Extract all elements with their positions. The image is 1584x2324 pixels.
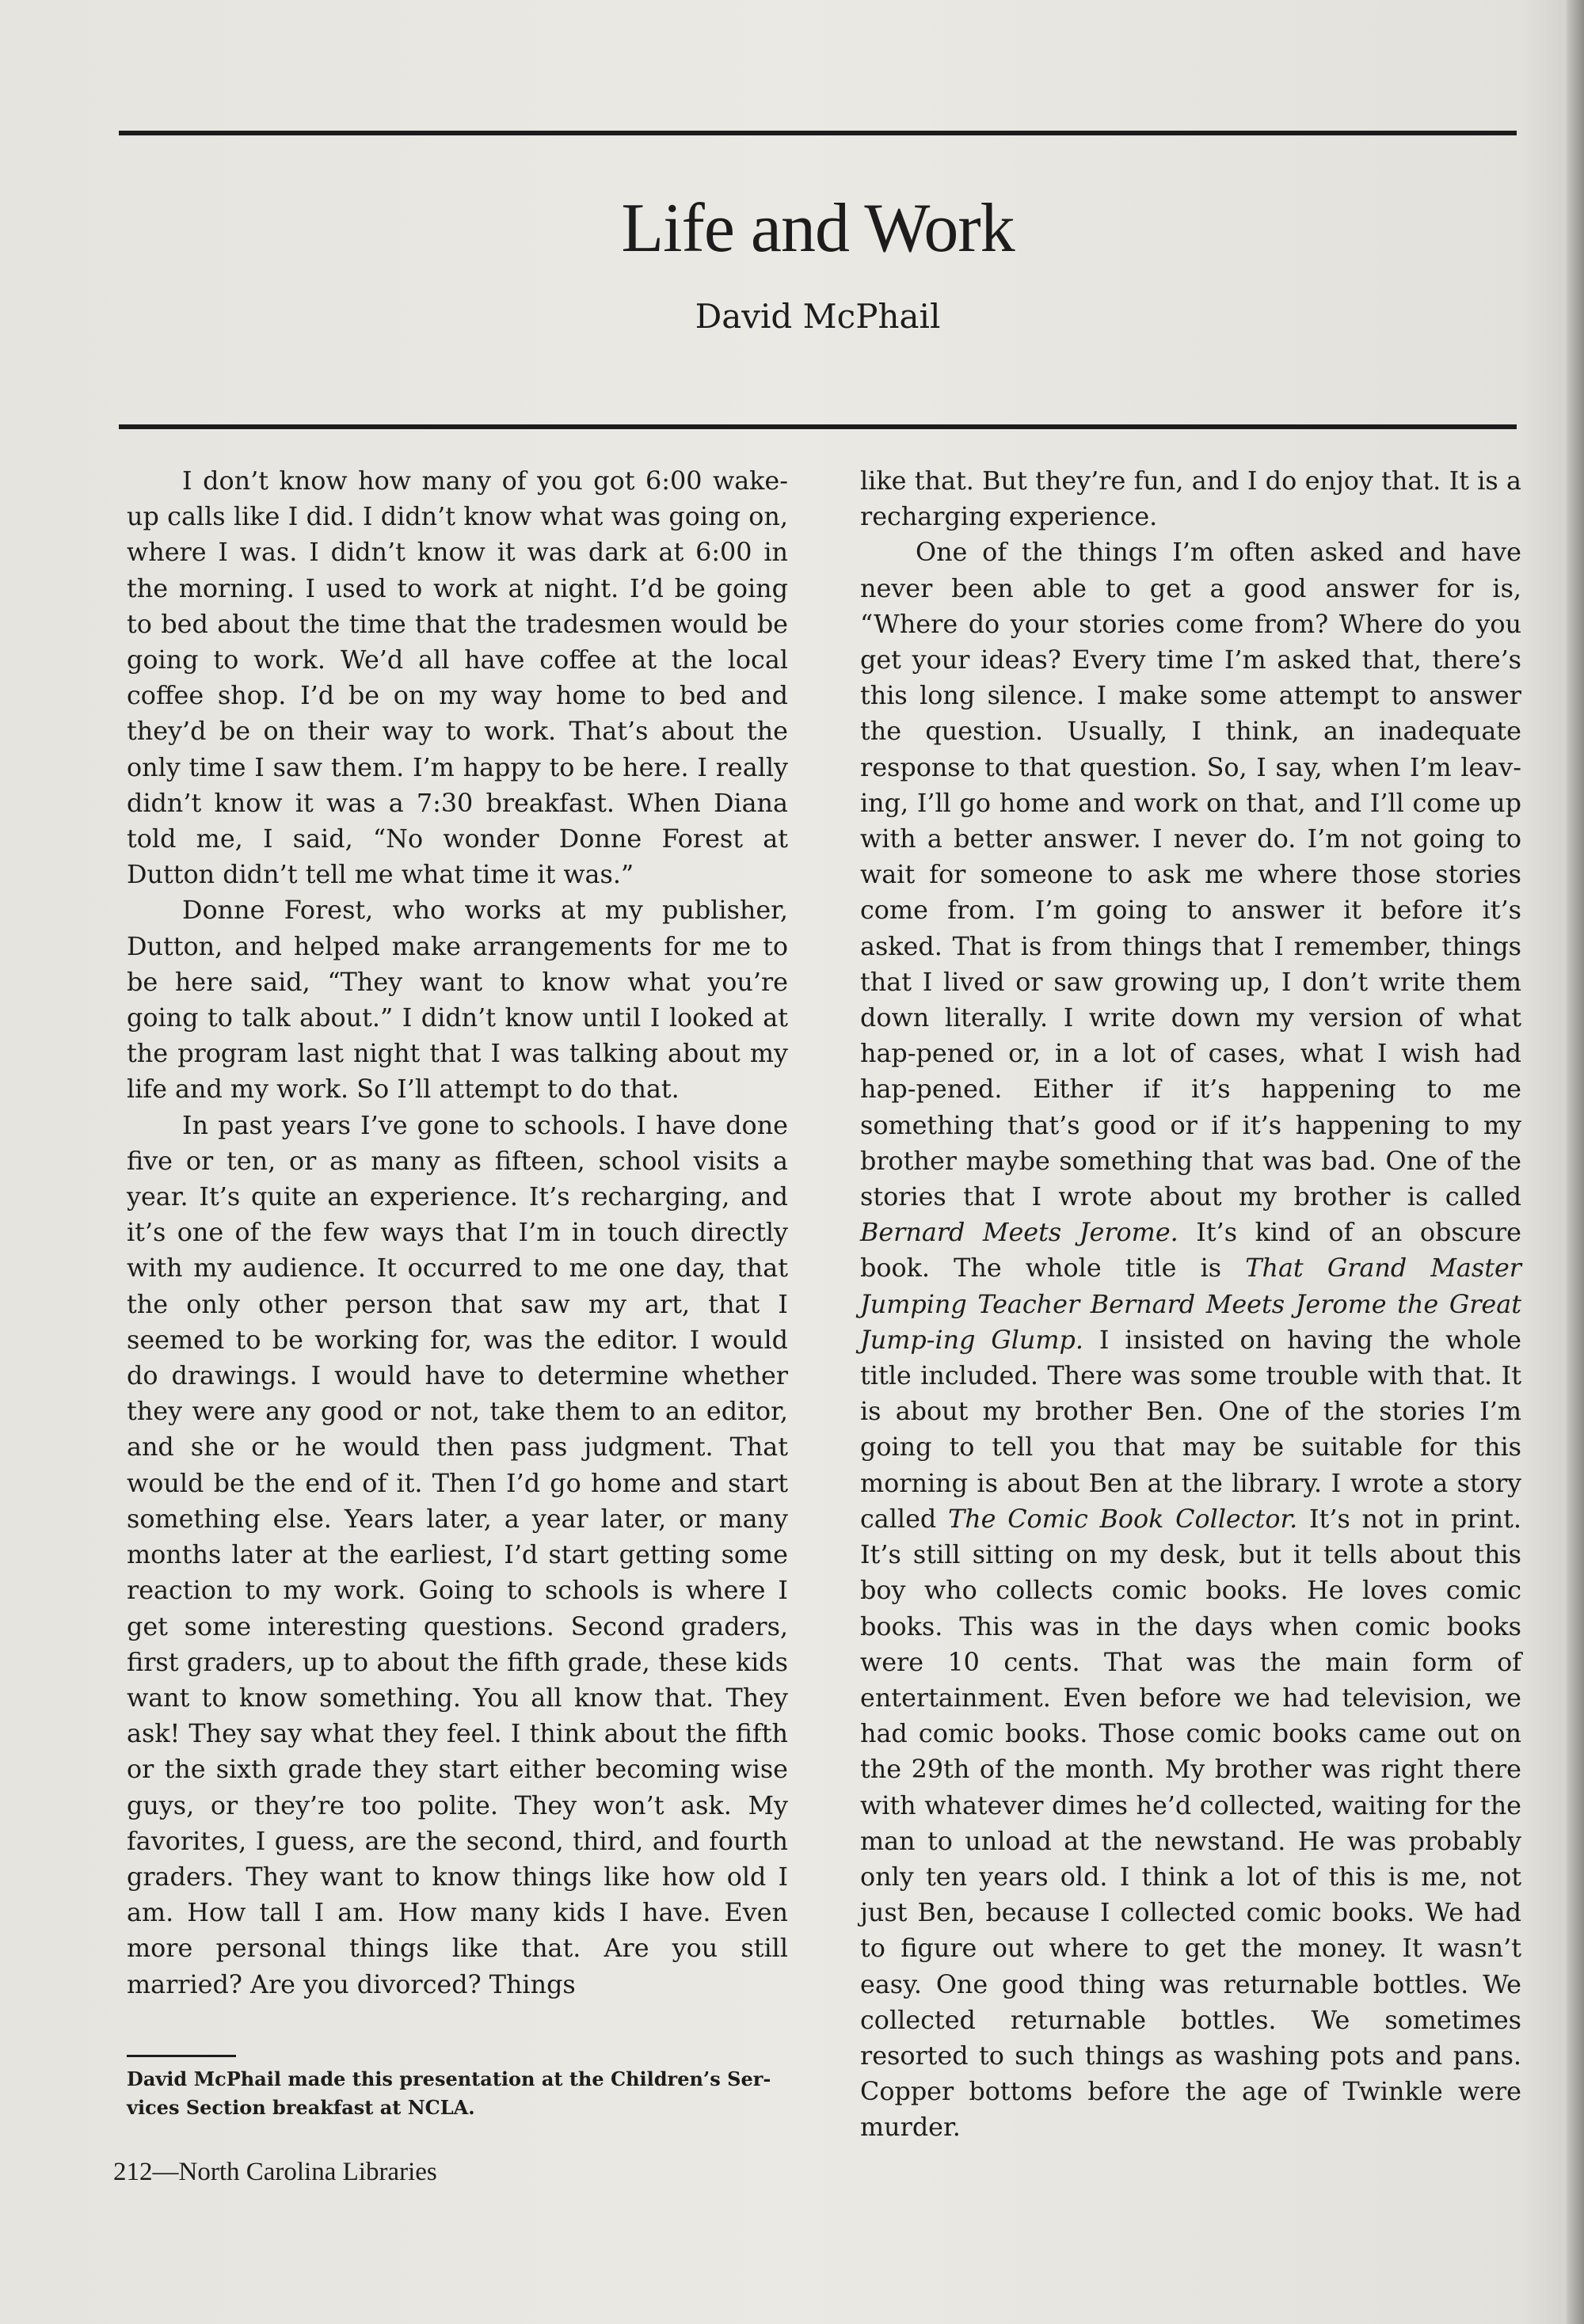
paragraph: In past years I’ve gone to schools. I have done five or ten, or as many as fifteen, school visits a year. It’s quite an experience. It’s recharging, and it’s one of the few ways that I’m in touch directly with my audience. It occurred to me one day, that the only other person that saw my art, that I seemed to be working for, was the editor. I would do drawings. I would have to determine whether they were any good or not, take them to an editor, and she or he would then pass judgment. That would be the end of it. Then I’d go home and start something else. Years later, a year later, or many months later at the earliest, I’d start getting some reaction to my work. Going to schools is where I get some interesting questions. Second graders, first graders, up to about the fifth grade, these kids want to know something. You all know that. They ask! They say what they feel. I think about the fifth or the sixth grade they start either becoming wise guys, or they’re too polite. They won’t ask. My favorites, I guess, are the second, third, and fourth graders. They want to know things like how old I am. How tall I am. How many kids I have. Even more personal things like that. Are you still married? Are you divorced? Things (127, 1110, 788, 1999)
header-top-rule (119, 131, 1517, 135)
left-column (127, 463, 788, 2003)
text-run: It’s not in print. It’s still sitting on my desk, but it tells about this boy who collects comic books. He loves comic books. This was in the days when comic books were 10 cents. That was the main form of entertainment. Even before we had television, we had comic books. Those comic books came out on the 29th of the month. My brother was right there with whatever dimes he’d collected, waiting for the man to unload at the newstand. He was probably only ten years old. I think a lot of this is me, not just Ben, because I collected comic books. We had to figure out where to get the money. It wasn’t easy. One good thing was returnable bottles. We collected returnable bottles. We sometimes resorted to such things as washing pots and pans. Copper bottoms before the age of Twinkle were murder. (860, 1504, 1521, 2143)
article-title: Life and Work (621, 190, 1015, 267)
paragraph: I don’t know how many of you got 6:00 wake-up calls like I did. I didn’t know what was going on, where I was. I didn’t know it was dark at 6:00 in the morning. I used to work at night. I’d be going to bed about the time that the tradesmen would be going to work. We’d all have coffee at the local coffee shop. I’d be on my way home to bed and they’d be on their way to work. That’s about the only time I saw them. I’m happy to be here. I really didn’t know it was a 7:30 breakfast. When Diana told me, I said, “No wonder Donne Forest at Dutton didn’t tell me what time it was.” (127, 466, 788, 890)
book-title: The Comic Book Collector. (947, 1504, 1298, 1534)
book-title: That Grand Master Jumping Teacher Bernard Meets Jerome the Great Jump-ing Glump. (860, 1253, 1521, 1355)
text-run: One of the things I’m often asked and have never been able to get a good answer for is, “Where do your stories come from? Where do you get your ideas? Every time I’m asked that, there’s this long silence. I make some attempt to answer the question. Usually, I think, an inadequate response to that question. So, I say, when I’m leav-ing, I’ll go home and work on that, and I’ll come up with a better answer. I never do. I’m not going to wait for someone to ask me where those stories come from. I’m going to answer it before it’s asked. That is from things that I remember, things that I lived or saw growing up, I don’t write them down literally. I write down my version of what hap-pened or, in a lot of cases, what I wish had hap-pened. Either if it’s happening to me something that’s good or if it’s happening to my brother maybe something that was bad. One of the stories that I wrote about my brother is called (860, 538, 1521, 1212)
text-run: It’s kind of an obscure book. The whole title is (860, 1218, 1521, 1284)
paragraph: Donne Forest, who works at my publisher, Dutton, and helped make arrangements for me to be here said, “They want to know what you’re going to talk about.” I didn’t know until I looked at the program last night that I was talking about my life and my work. So I’ll attempt to do that. (127, 896, 788, 1105)
paragraph-continuation: like that. But they’re fun, and I do enjoy that. It is a recharging experience. (860, 466, 1521, 532)
footnote-rule (127, 2055, 236, 2057)
paragraph (860, 534, 1521, 2145)
right-column (860, 463, 1521, 2146)
page-edge-shadow (1567, 0, 1584, 2324)
book-title: Bernard Meets Jerome. (860, 1218, 1178, 1248)
article-author: David McPhail (695, 297, 941, 336)
text-run: I insisted on having the whole title included. There was some trouble with that. It is about my brother Ben. One of the stories I’m going to tell you that may be suitable for this morning is about Ben at the library. I wrote a story called (860, 1325, 1522, 1534)
header-bottom-rule (119, 424, 1517, 429)
footnote: David McPhail made this presentation at the Children’s Ser-vices Section breakfast at NCLA. (127, 2067, 771, 2119)
page-folio: 212—North Carolina Libraries (113, 2158, 437, 2186)
